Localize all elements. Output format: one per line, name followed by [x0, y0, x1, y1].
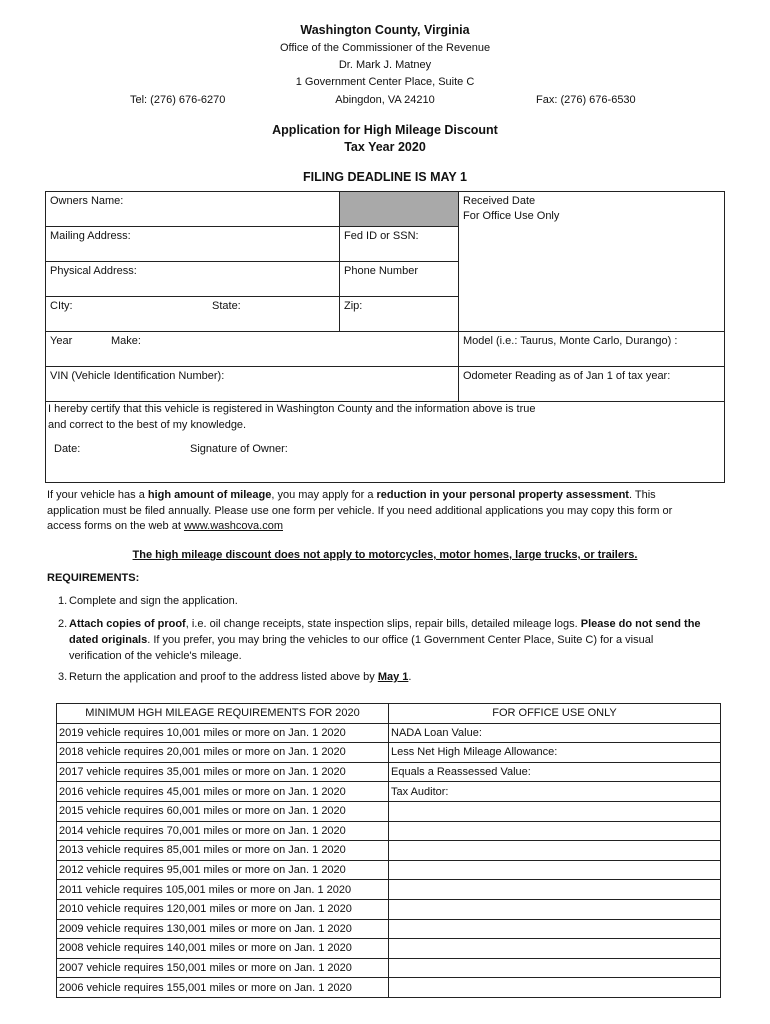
- table-row: [57, 919, 721, 939]
- phone-field[interactable]: [339, 261, 459, 297]
- owners-name-label: Owners Name:: [50, 195, 124, 207]
- requirement-cell: 2008 vehicle requires 140,001 miles or more on Jan. 1 2020: [57, 939, 389, 959]
- zip-field[interactable]: [339, 296, 459, 332]
- table-row: [57, 860, 721, 880]
- requirement-cell: 2013 vehicle requires 85,001 miles or more on Jan. 1 2020: [57, 841, 389, 861]
- table-row: [57, 939, 721, 959]
- requirement-cell: 2017 vehicle requires 35,001 miles or more on Jan. 1 2020: [57, 762, 389, 782]
- table-left-header: MINIMUM HGH MILEAGE REQUIREMENTS FOR 2020: [57, 704, 389, 724]
- vin-field[interactable]: [45, 366, 459, 402]
- empty-cell[interactable]: [389, 978, 721, 998]
- empty-cell[interactable]: [389, 880, 721, 900]
- table-row: [57, 841, 721, 861]
- requirement-3-period: .: [408, 671, 412, 683]
- state-label: State:: [212, 300, 241, 312]
- empty-cell[interactable]: [389, 801, 721, 821]
- info-paragraph: [47, 488, 737, 535]
- signature-label[interactable]: Signature of Owner:: [190, 443, 288, 455]
- empty-cell[interactable]: [389, 939, 721, 959]
- table-row: [57, 899, 721, 919]
- website-link[interactable]: www.washcova.com: [183, 520, 283, 532]
- office-use-cell[interactable]: NADA Loan Value:: [389, 723, 721, 743]
- date-label[interactable]: Date:: [54, 443, 81, 455]
- requirement-cell: 2006 vehicle requires 155,001 miles or more on Jan. 1 2020: [57, 978, 389, 998]
- certification-box: [45, 401, 725, 483]
- requirement-3-text: Return the application and proof to the address listed above by: [69, 671, 378, 683]
- table-row: [57, 762, 721, 782]
- requirement-cell: 2016 vehicle requires 45,001 miles or more on Jan. 1 2020: [57, 782, 389, 802]
- requirement-2-bold: Attach copies of proof: [69, 618, 186, 630]
- city-label: CIty:: [50, 300, 73, 312]
- table-header-row: [57, 704, 721, 724]
- empty-cell[interactable]: [389, 841, 721, 861]
- office-use-cell[interactable]: Equals a Reassessed Value:: [389, 762, 721, 782]
- odometer-field[interactable]: [458, 366, 725, 402]
- requirement-2-warning: Please do not send the: [580, 618, 701, 630]
- make-label: Make:: [111, 335, 141, 347]
- empty-cell[interactable]: [389, 958, 721, 978]
- empty-cell[interactable]: [389, 821, 721, 841]
- city-state-field[interactable]: [45, 296, 340, 332]
- table-row: [57, 743, 721, 763]
- certify-text-2: and correct to the best of my knowledge.: [48, 418, 247, 431]
- empty-cell[interactable]: [389, 860, 721, 880]
- requirement-1-text: Complete and sign the application.: [69, 595, 238, 607]
- received-date-label: Received Date: [463, 195, 536, 207]
- table-right-header: FOR OFFICE USE ONLY: [389, 704, 721, 724]
- year-make-field[interactable]: [45, 331, 459, 367]
- table-row: [57, 821, 721, 841]
- office-use-label: For Office Use Only: [463, 210, 560, 222]
- requirement-cell: 2018 vehicle requires 20,001 miles or more on Jan. 1 2020: [57, 743, 389, 763]
- physical-address-label: Physical Address:: [50, 265, 137, 277]
- requirement-3: 3. Return the application and proof to the address listed above by May 1.: [58, 671, 412, 683]
- filing-deadline: FILING DEADLINE IS MAY 1: [303, 170, 467, 184]
- vin-label: VIN (Vehicle Identification Number):: [50, 370, 225, 382]
- empty-cell[interactable]: [389, 899, 721, 919]
- mailing-address-field[interactable]: [45, 226, 340, 262]
- office-address: 1 Government Center Place, Suite C: [295, 76, 475, 88]
- info-bold-reduction: reduction in your personal property assessment: [376, 489, 629, 501]
- telephone: Tel: (276) 676-6270: [130, 94, 226, 106]
- info-text-2: application must be filed annually. Please use one form per vehicle. If you need additional applications you may copy this form or: [47, 504, 673, 517]
- requirement-cell: 2014 vehicle requires 70,001 miles or more on Jan. 1 2020: [57, 821, 389, 841]
- certify-text-1: I hereby certify that this vehicle is registered in Washington County and the information above is true: [48, 403, 536, 415]
- county-title: Washington County, Virginia: [300, 23, 470, 37]
- model-field[interactable]: [458, 331, 725, 367]
- office-name: Office of the Commissioner of the Revenue: [279, 42, 491, 54]
- phone-label: Phone Number: [344, 265, 418, 277]
- info-bold-mileage: high amount of mileage: [147, 489, 272, 501]
- requirement-cell: 2009 vehicle requires 130,001 miles or more on Jan. 1 2020: [57, 919, 389, 939]
- requirement-cell: 2019 vehicle requires 10,001 miles or more on Jan. 1 2020: [57, 723, 389, 743]
- table-row: [57, 782, 721, 802]
- physical-address-field[interactable]: [45, 261, 340, 297]
- table-row: [57, 723, 721, 743]
- mailing-address-label: Mailing Address:: [50, 230, 131, 242]
- gray-box: [339, 191, 459, 227]
- info-text: . This: [628, 489, 656, 501]
- mileage-requirements-table: [56, 703, 721, 998]
- requirement-2-text: , i.e. oil change receipts, state inspection slips, repair bills, detailed mileage logs.: [185, 618, 581, 630]
- requirement-2-originals: dated originals: [69, 634, 148, 646]
- office-city: Abingdon, VA 24210: [335, 94, 435, 106]
- requirement-2: 2. Attach copies of proof, i.e. oil change receipts, state inspection slips, repair bills, detailed mileage logs. Please do not send the dated originals. If you prefer, you may bring the vehicles to our office (1 Government Center Place, Suite C) for a visual verification of the vehicle's mileage.: [58, 616, 748, 664]
- info-text-3: access forms on the web at: [47, 520, 184, 532]
- requirements-heading: REQUIREMENTS:: [47, 572, 140, 584]
- commissioner-name: Dr. Mark J. Matney: [338, 59, 432, 71]
- model-label: Model (i.e.: Taurus, Monte Carlo, Durango) :: [463, 335, 678, 347]
- table-row: [57, 958, 721, 978]
- table-row: [57, 801, 721, 821]
- requirement-cell: 2011 vehicle requires 105,001 miles or more on Jan. 1 2020: [57, 880, 389, 900]
- owners-name-field[interactable]: [45, 191, 340, 227]
- requirement-2-text-2: . If you prefer, you may bring the vehicles to our office (1 Government Center Place, Suite C) for a visual: [147, 634, 654, 646]
- exclusion-notice: The high mileage discount does not apply to motorcycles, motor homes, large trucks, or trailers.: [132, 549, 638, 561]
- requirement-2-text-3: verification of the vehicle's mileage.: [69, 650, 242, 662]
- info-text: If your vehicle has a: [47, 489, 148, 501]
- fed-id-label: Fed ID or SSN:: [344, 230, 419, 242]
- office-use-cell[interactable]: Less Net High Mileage Allowance:: [389, 743, 721, 763]
- zip-label: Zip:: [344, 300, 363, 312]
- requirement-cell: 2010 vehicle requires 120,001 miles or more on Jan. 1 2020: [57, 899, 389, 919]
- received-date-box: [458, 191, 725, 332]
- requirement-cell: 2012 vehicle requires 95,001 miles or more on Jan. 1 2020: [57, 860, 389, 880]
- requirement-1: 1. Complete and sign the application.: [58, 595, 238, 607]
- empty-cell[interactable]: [389, 919, 721, 939]
- year-label: Year: [50, 335, 73, 347]
- requirement-3-deadline: May 1: [377, 671, 409, 683]
- requirement-cell: 2007 vehicle requires 150,001 miles or more on Jan. 1 2020: [57, 958, 389, 978]
- fed-id-field[interactable]: [339, 226, 459, 262]
- info-text: , you may apply for a: [271, 489, 377, 501]
- table-row: [57, 978, 721, 998]
- fax: Fax: (276) 676-6530: [536, 94, 636, 106]
- form-title: Application for High Mileage Discount: [272, 123, 498, 137]
- requirement-cell: 2015 vehicle requires 60,001 miles or more on Jan. 1 2020: [57, 801, 389, 821]
- office-use-cell[interactable]: Tax Auditor:: [389, 782, 721, 802]
- odometer-label: Odometer Reading as of Jan 1 of tax year:: [463, 370, 671, 382]
- table-row: [57, 880, 721, 900]
- tax-year: Tax Year 2020: [344, 140, 426, 154]
